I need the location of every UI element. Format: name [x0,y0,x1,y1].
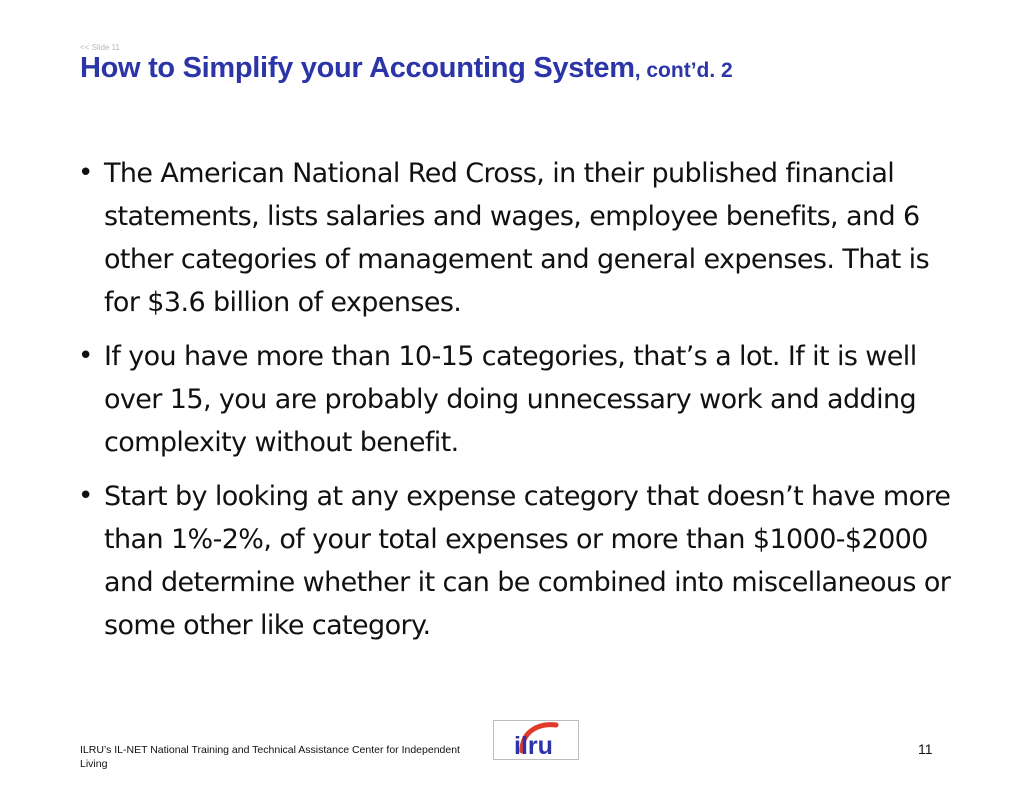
bullet-list [76,152,956,658]
bullet-marker: • [78,481,93,511]
ilru-logo [493,720,579,760]
slide-title-sub: , cont’d. 2 [634,59,733,82]
bullet-item [76,335,956,464]
bullet-item [76,475,956,647]
logo-text: ilru [514,732,553,759]
footer-organization-text: ILRU’s IL-NET National Training and Technical Assistance Center for Independent Living [80,744,460,770]
bullet-marker: • [78,341,93,371]
slide-nav-hint: << Slide 11 [80,43,120,52]
ilru-logo-graphic [494,721,578,759]
slide-title [80,52,980,85]
bullet-text: The American National Red Cross, in their published financial statements, lists salaries and wages, employee benefits, and 6 other categories of management and general expenses. That is for $3.6 billion of expenses. [104,158,930,318]
slide-title-main: How to Simplify your Accounting System [80,52,635,84]
bullet-text: Start by looking at any expense category that doesn’t have more than 1%-2%, of your total expenses or more than $1000-$2000 and determine whether it can be combined into miscellaneous or some other like category. [104,481,951,641]
bullet-text: If you have more than 10-15 categories, that’s a lot. If it is well over 15, you are probably doing unnecessary work and adding complexity without benefit. [104,341,917,458]
bullet-item [76,152,956,324]
bullet-marker: • [78,158,93,188]
page-number: 11 [918,741,933,757]
